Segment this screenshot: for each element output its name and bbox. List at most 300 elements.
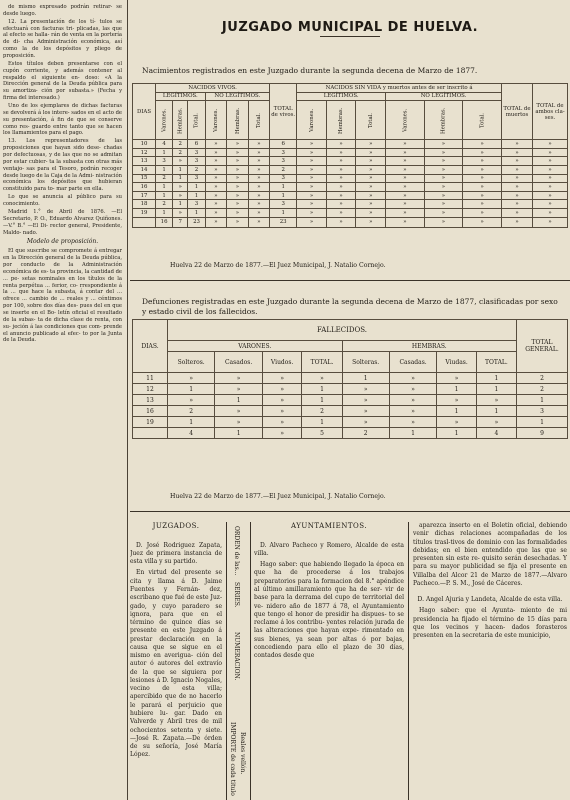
deaths-cell: » <box>437 417 476 428</box>
births-cell: » <box>326 217 356 227</box>
left-para: 12. La presentación de los tí- tulos se efectuará con facturas tri- plicadas, las que al efecto se halla- rán de venta en la portería de di- cha Administración económica, así como la de los depósitos y pliego de proposición. <box>3 18 122 60</box>
deaths-cell: » <box>437 395 476 406</box>
births-cell-total-vivos: 23 <box>270 217 297 227</box>
births-h-no-legitimos-sv: NO LEGÍTIMOS. <box>386 92 502 101</box>
births-cell: » <box>173 157 188 166</box>
births-cell: » <box>386 165 425 174</box>
births-cell: » <box>533 174 568 183</box>
births-cell: » <box>502 183 533 192</box>
deaths-cell: 1 <box>168 417 215 428</box>
table-row <box>133 174 568 183</box>
left-column <box>0 0 126 800</box>
ayuntamientos-p2: Hago saber: que habiendo llegado la época en que ha de procederse á los trabajos preparatorios para la formacion del 8.° apéndice al último amillaramiento que ha de ser- vir de base para la derrama del cupo de territorial del ve- nidero año de 1877 á 78, el Ayuntamiento que tengo el honor de presidir ha dispues- to se reclame á los contribu- yentes relación jurada de las alteraciones que hayan expe- rimentado en sus bienes, ya sean por altas ó por bajas, concediendo para ello el plazo de 30 días, contados desde que <box>254 561 404 660</box>
deaths-h-total: TOTAL. <box>302 352 342 373</box>
deaths-cell: 1 <box>517 395 568 406</box>
label-orden: ORDEN de las... <box>233 526 240 576</box>
births-cell: 1 <box>156 165 173 174</box>
page-title: JUZGADO MUNICIPAL DE HUELVA. <box>221 20 479 35</box>
table-row <box>133 191 568 200</box>
births-cell: 7 <box>173 217 188 227</box>
right-p3: Hago saber: que el Ayunta- miento de mi presidencia ha fijado el término de 15 días para que los vecinos y hacen- dados forasteros presenten en la secretaria de este municipio, <box>413 607 567 640</box>
deaths-cell: 1 <box>168 384 215 395</box>
deaths-cell: 1 <box>302 395 342 406</box>
births-cell: » <box>533 140 568 149</box>
births-cell: » <box>356 165 386 174</box>
births-cell: » <box>502 157 533 166</box>
deaths-h-solteros: Solteros. <box>168 352 215 373</box>
births-cell: » <box>297 200 327 209</box>
right-p1: aparezca inserto en el Boletín oficial, debiendo venir dichas relaciones acompañadas de los títulos trasl-tivos de dominio con las formalidades debidas; en el bien entendido que las que se presenten sin este re- quisito serán desechadas. Y para su mayor publicidad se fija el presente en Villalba del Alcor 21 de Marzo de 1877.—Alvaro Pacheco.—P. S. M., José de Cáceres. <box>413 522 567 587</box>
births-cell: » <box>386 191 425 200</box>
births-cell-dia <box>133 217 156 227</box>
births-cell: 2 <box>173 148 188 157</box>
births-h-total-vivos: TOTAL de vivos. <box>270 84 297 140</box>
births-cell: » <box>205 140 227 149</box>
births-cell: » <box>502 191 533 200</box>
births-cell-total-vivos: 3 <box>270 148 297 157</box>
table-row <box>133 148 568 157</box>
births-cell: » <box>356 140 386 149</box>
births-h-varones: Varones. <box>156 101 173 140</box>
deaths-cell: 1 <box>476 406 516 417</box>
births-cell: 1 <box>173 174 188 183</box>
births-cell: » <box>463 191 502 200</box>
deaths-cell: 5 <box>302 428 342 439</box>
table-row <box>133 157 568 166</box>
deaths-cell: 1 <box>476 384 516 395</box>
juzgados-column <box>130 522 222 800</box>
births-cell: » <box>386 208 425 217</box>
births-cell: » <box>173 208 188 217</box>
births-cell: » <box>326 174 356 183</box>
deaths-body <box>133 373 568 439</box>
births-h-varones: Varones. <box>297 101 327 140</box>
deaths-h-fallecidos: FALLECIDOS. <box>168 320 517 341</box>
births-cell: » <box>173 183 188 192</box>
births-cell: 2 <box>188 165 205 174</box>
births-h-total-muertos: TOTAL de muertos <box>502 84 533 140</box>
births-cell-dia: 15 <box>133 174 156 183</box>
births-cell: » <box>533 157 568 166</box>
births-cell: » <box>533 148 568 157</box>
deaths-cell: » <box>262 428 302 439</box>
deaths-h-total-general: TOTAL GENERAL. <box>517 320 568 373</box>
births-cell: » <box>424 183 463 192</box>
table-row <box>133 406 568 417</box>
deaths-cell: 1 <box>215 428 263 439</box>
births-cell-dia: 12 <box>133 148 156 157</box>
table-row <box>133 140 568 149</box>
births-cell: 2 <box>156 200 173 209</box>
deaths-cell-dia: 11 <box>133 373 168 384</box>
table-row <box>133 384 568 395</box>
births-cell: » <box>356 148 386 157</box>
deaths-cell: » <box>262 373 302 384</box>
births-h-total: Total. <box>248 101 270 140</box>
deaths-cell: » <box>342 384 389 395</box>
births-body <box>133 140 568 227</box>
births-cell: » <box>424 217 463 227</box>
deaths-table <box>132 319 568 439</box>
births-cell-total-vivos: 6 <box>270 140 297 149</box>
births-cell: » <box>386 217 425 227</box>
births-cell: » <box>502 165 533 174</box>
births-cell: » <box>326 157 356 166</box>
births-cell: » <box>463 157 502 166</box>
births-cell: » <box>205 148 227 157</box>
notices-area <box>130 522 570 800</box>
deaths-h-varones: VARONES. <box>168 341 343 352</box>
deaths-cell: » <box>215 373 263 384</box>
section-rule <box>130 280 570 281</box>
births-cell: 3 <box>188 148 205 157</box>
deaths-cell: » <box>476 395 516 406</box>
births-cell: » <box>463 183 502 192</box>
table-row <box>133 165 568 174</box>
births-cell: » <box>205 191 227 200</box>
births-cell: » <box>386 174 425 183</box>
births-cell: » <box>502 148 533 157</box>
deaths-cell: 1 <box>476 373 516 384</box>
births-cell: » <box>356 200 386 209</box>
deaths-caption: Defunciones registradas en este Juzgado durante la segunda decena de Marzo de 1877, clasificadas por sexo y estado civil de los fallecidos. <box>142 297 558 317</box>
births-cell: 1 <box>188 208 205 217</box>
births-cell: 1 <box>188 183 205 192</box>
births-cell: » <box>227 165 249 174</box>
modelo-text: El que suscribe se compromete á entregar en la Dirección general de la Deuda pública, por conducto de la Administración económica de es- ta provincia, la cantidad de ... pe- setas nominales en los títulos de la renta perpétua ... ferior, co- rrespondiente á la ... que hace la subasta, á contar del ... ofrece ... cambio de ... reales y ... céntimos por 100, sobre dos días des- pues del en que se inserte en el Bo- letín oficial el resultado de la subas- ta de dicha clase de renta, con su- jeción á las condiciones que com- prende el anuncio publicado al efec- to por la Junta de la Deuda. <box>3 248 122 344</box>
births-cell: » <box>424 191 463 200</box>
births-cell: » <box>227 183 249 192</box>
births-cell: » <box>533 183 568 192</box>
deaths-cell: » <box>437 373 476 384</box>
births-cell: » <box>356 208 386 217</box>
deaths-cell: 2 <box>517 384 568 395</box>
births-cell: » <box>205 183 227 192</box>
births-cell: » <box>533 200 568 209</box>
left-para: Estos títulos deben presentarse con el cupón corriente, y además contener al respaldo el siguiente en- doso: «A la Dirección general de la Deuda pública para su amortiza- ción por subasta.» (Fecha y firma del interesado.) <box>3 60 122 102</box>
births-cell: » <box>227 191 249 200</box>
births-cell: » <box>424 157 463 166</box>
births-cell: » <box>463 208 502 217</box>
deaths-cell: » <box>215 384 263 395</box>
births-h-dias: DIAS <box>133 84 156 140</box>
births-cell: » <box>297 183 327 192</box>
births-cell: » <box>326 191 356 200</box>
births-cell: » <box>248 148 270 157</box>
births-caption: Nacimientos registrados en este Juzgado durante la segunda decena de Marzo de 1877. <box>142 66 478 75</box>
births-cell: » <box>386 183 425 192</box>
deaths-cell: » <box>389 406 437 417</box>
births-cell: » <box>297 208 327 217</box>
deaths-cell: 1 <box>302 417 342 428</box>
births-cell: 3 <box>188 157 205 166</box>
juzgados-p1: D. José Rodriguez Zapata, Juez de primera instancia de esta villa y su partido. <box>130 541 222 566</box>
births-cell: 1 <box>156 183 173 192</box>
deaths-cell: » <box>168 395 215 406</box>
births-h-hembras: Hembras. <box>227 101 249 140</box>
left-para: Lo que se anuncia al público para su conocimiento. <box>3 194 122 208</box>
births-cell: » <box>463 165 502 174</box>
births-cell: » <box>297 174 327 183</box>
deaths-cell: 4 <box>168 428 215 439</box>
births-cell-total-vivos: 1 <box>270 191 297 200</box>
births-cell: » <box>424 165 463 174</box>
table-row <box>133 395 568 406</box>
births-cell-dia: 10 <box>133 140 156 149</box>
deaths-cell: » <box>262 406 302 417</box>
left-para: Uno de los ejemplares de dichas facturas se devolverá á los intere- sados en el acto de su presentación, á fin de que se conserve como res- guardo entre tanto que se hacen los llamamientos para el pago. <box>3 103 122 137</box>
deaths-cell: 2 <box>302 406 342 417</box>
births-cell-total-vivos: 1 <box>270 183 297 192</box>
deaths-cell-dia <box>133 428 168 439</box>
deaths-cell: 4 <box>476 428 516 439</box>
deaths-cell-dia: 16 <box>133 406 168 417</box>
deaths-h-hembras: HEMBRAS. <box>342 341 516 352</box>
column-divider <box>226 522 227 800</box>
label-numeracion: NUMERACION. <box>233 632 240 681</box>
births-cell: 3 <box>188 200 205 209</box>
births-cell: 2 <box>173 140 188 149</box>
births-cell: » <box>248 208 270 217</box>
births-cell-dia: 18 <box>133 200 156 209</box>
deaths-cell: » <box>389 395 437 406</box>
births-h-hembras: Hembras. <box>326 101 356 140</box>
births-cell: » <box>205 174 227 183</box>
births-h-total: Total. <box>463 101 502 140</box>
deaths-cell: 2 <box>517 373 568 384</box>
births-h-total: Total. <box>356 101 386 140</box>
births-cell: » <box>227 140 249 149</box>
births-cell: » <box>424 148 463 157</box>
births-h-hembras: Hembras. <box>173 101 188 140</box>
births-cell: 6 <box>188 140 205 149</box>
births-cell: 23 <box>188 217 205 227</box>
deaths-cell: » <box>342 395 389 406</box>
deaths-cell: » <box>262 417 302 428</box>
births-cell: » <box>326 183 356 192</box>
births-cell-total-vivos: 1 <box>270 208 297 217</box>
births-cell-dia: 14 <box>133 165 156 174</box>
births-cell: » <box>502 217 533 227</box>
deaths-cell: » <box>389 373 437 384</box>
deaths-cell: » <box>215 406 263 417</box>
births-cell: 3 <box>156 157 173 166</box>
deaths-cell: » <box>168 373 215 384</box>
deaths-cell: » <box>342 417 389 428</box>
column-divider <box>127 0 128 800</box>
title-ornament <box>320 36 380 41</box>
births-cell: » <box>424 200 463 209</box>
births-cell: » <box>227 174 249 183</box>
deaths-cell: 1 <box>437 384 476 395</box>
births-cell: » <box>502 140 533 149</box>
births-cell: » <box>424 208 463 217</box>
births-cell-total-vivos: 2 <box>270 165 297 174</box>
births-h-legitimos-sv: LEGÍTIMOS. <box>297 92 386 101</box>
deaths-h-viudos: Viudos. <box>262 352 302 373</box>
births-cell: » <box>463 217 502 227</box>
births-cell: » <box>533 165 568 174</box>
births-cell: » <box>502 200 533 209</box>
births-cell: » <box>326 148 356 157</box>
births-cell: » <box>502 208 533 217</box>
left-para: de mismo expresado podrán retirar- se desde luego. <box>3 4 122 17</box>
label-importe: IMPORTE de cada titulo <box>229 722 236 796</box>
births-cell: » <box>227 148 249 157</box>
deaths-cell: 3 <box>517 406 568 417</box>
deaths-total-row <box>133 428 568 439</box>
births-cell: » <box>227 208 249 217</box>
births-cell: » <box>248 157 270 166</box>
deaths-h-casadas: Casadas. <box>389 352 437 373</box>
ayuntamientos-p1: D. Alvaro Pacheco y Romero, Alcalde de esta villa. <box>254 541 404 557</box>
deaths-cell: 1 <box>215 395 263 406</box>
births-cell-dia: 19 <box>133 208 156 217</box>
births-cell: » <box>533 208 568 217</box>
deaths-cell: » <box>476 417 516 428</box>
births-cell: » <box>205 208 227 217</box>
births-cell: » <box>297 140 327 149</box>
births-cell-dia: 16 <box>133 183 156 192</box>
column-divider <box>250 522 251 800</box>
births-cell: 1 <box>156 148 173 157</box>
births-cell: 1 <box>188 191 205 200</box>
births-cell: » <box>533 191 568 200</box>
births-h-vivos: NACIDOS VIVOS. <box>156 84 270 93</box>
births-cell: » <box>205 165 227 174</box>
modelo-heading: Modelo de proposición. <box>26 238 99 246</box>
births-cell-total-vivos: 3 <box>270 200 297 209</box>
births-cell-dia: 17 <box>133 191 156 200</box>
births-cell: » <box>463 140 502 149</box>
deaths-cell: » <box>215 417 263 428</box>
births-cell: » <box>533 217 568 227</box>
births-cell: » <box>463 148 502 157</box>
deaths-cell-dia: 12 <box>133 384 168 395</box>
births-cell-total-vivos: 3 <box>270 174 297 183</box>
deaths-cell: 2 <box>342 428 389 439</box>
births-cell: » <box>227 200 249 209</box>
deaths-cell: » <box>262 395 302 406</box>
deaths-cell-dia: 19 <box>133 417 168 428</box>
births-cell: » <box>356 191 386 200</box>
births-h-sin-vida: NACIDOS SIN VIDA y muertos antes de ser inscrito á <box>297 84 502 93</box>
births-cell: » <box>356 183 386 192</box>
births-h-no-legitimos: NO LEGÍTIMOS. <box>205 92 270 101</box>
births-cell: 1 <box>173 200 188 209</box>
births-cell: » <box>297 157 327 166</box>
deaths-h-solteras: Solteras. <box>342 352 389 373</box>
births-cell-dia: 13 <box>133 157 156 166</box>
births-h-legitimos: LEGÍTIMOS. <box>156 92 206 101</box>
deaths-cell: 1 <box>517 417 568 428</box>
births-cell: » <box>297 217 327 227</box>
births-cell: » <box>248 217 270 227</box>
deaths-h-dias: DIAS. <box>133 320 168 373</box>
births-footnote: Huelva 22 de Marzo de 1877.—El Juez Municipal, J. Natalio Cornejo. <box>170 262 386 269</box>
table-row <box>133 208 568 217</box>
births-cell: » <box>424 140 463 149</box>
deaths-footnote: Huelva 22 de Marzo de 1877.—El Juez Municipal, J. Natalio Cornejo. <box>170 493 386 500</box>
births-h-hembras: Hembras. <box>424 101 463 140</box>
births-cell: » <box>248 165 270 174</box>
section-rule <box>130 511 570 512</box>
left-para: 13. Los representadores de las proposiciones que hayan sido dese- chadas por defectuosas, y de las que no se admitan por estar cubier- ta la subasta con otras más ventajo- sas para el Tesoro, podrán recoger desde luego de la Caja de la Admi- nistración económica los depósitos que hubieran constituido para to- mar parte en ella. <box>3 138 122 193</box>
births-cell: 4 <box>156 140 173 149</box>
births-cell: » <box>386 200 425 209</box>
main-area <box>130 0 570 800</box>
deaths-cell: » <box>262 384 302 395</box>
left-para: Madrid 1.° de Abril de 1876. —El Secretario, P. O., Eduardo Alvarez Quiñones.—V.° B.° —El Di- rector general, Presidente, Maldo- nado. <box>3 208 122 236</box>
births-cell: » <box>463 200 502 209</box>
deaths-h-viudas: Viudas. <box>437 352 476 373</box>
births-cell: » <box>356 157 386 166</box>
births-h-total: Total. <box>188 101 205 140</box>
label-reales: Reales vellón. <box>239 732 246 775</box>
births-cell: 1 <box>173 165 188 174</box>
births-cell: 3 <box>188 174 205 183</box>
births-cell: » <box>248 200 270 209</box>
births-cell: » <box>297 148 327 157</box>
births-cell: » <box>205 217 227 227</box>
births-cell: » <box>326 140 356 149</box>
births-cell: » <box>297 165 327 174</box>
juzgados-heading: JUZGADOS. <box>152 522 200 530</box>
column-divider <box>408 522 409 800</box>
births-cell: » <box>248 174 270 183</box>
births-cell: 2 <box>156 174 173 183</box>
births-cell: » <box>248 183 270 192</box>
births-total-row <box>133 217 568 227</box>
deaths-cell: » <box>302 373 342 384</box>
label-series: SERIES. <box>233 582 240 608</box>
births-cell: » <box>227 217 249 227</box>
births-cell: » <box>463 174 502 183</box>
right-column <box>413 522 567 800</box>
births-cell: » <box>173 191 188 200</box>
table-row <box>133 417 568 428</box>
births-cell: » <box>326 200 356 209</box>
table-row <box>133 200 568 209</box>
births-cell: » <box>248 191 270 200</box>
table-row <box>133 373 568 384</box>
deaths-cell: 9 <box>517 428 568 439</box>
deaths-cell: 1 <box>437 406 476 417</box>
births-cell: » <box>356 174 386 183</box>
table-row <box>133 183 568 192</box>
births-cell: » <box>356 217 386 227</box>
deaths-cell: 1 <box>342 373 389 384</box>
births-cell: 1 <box>156 208 173 217</box>
births-cell: 16 <box>156 217 173 227</box>
births-cell: » <box>205 157 227 166</box>
births-cell: » <box>386 148 425 157</box>
ayuntamientos-column <box>254 522 404 800</box>
deaths-cell: 1 <box>389 428 437 439</box>
deaths-cell: » <box>342 406 389 417</box>
deaths-cell: » <box>389 384 437 395</box>
ayuntamientos-heading: AYUNTAMIENTOS. <box>290 522 368 530</box>
births-cell: » <box>248 140 270 149</box>
births-cell: » <box>386 157 425 166</box>
right-p2: D. Angel Ajuria y Landeta, Alcalde de esta villa. <box>417 596 563 604</box>
births-table <box>132 83 568 228</box>
deaths-h-casados: Casados. <box>215 352 263 373</box>
births-cell: » <box>502 174 533 183</box>
births-cell: » <box>424 174 463 183</box>
births-h-varones: Varones. <box>386 101 425 140</box>
births-cell: » <box>326 208 356 217</box>
